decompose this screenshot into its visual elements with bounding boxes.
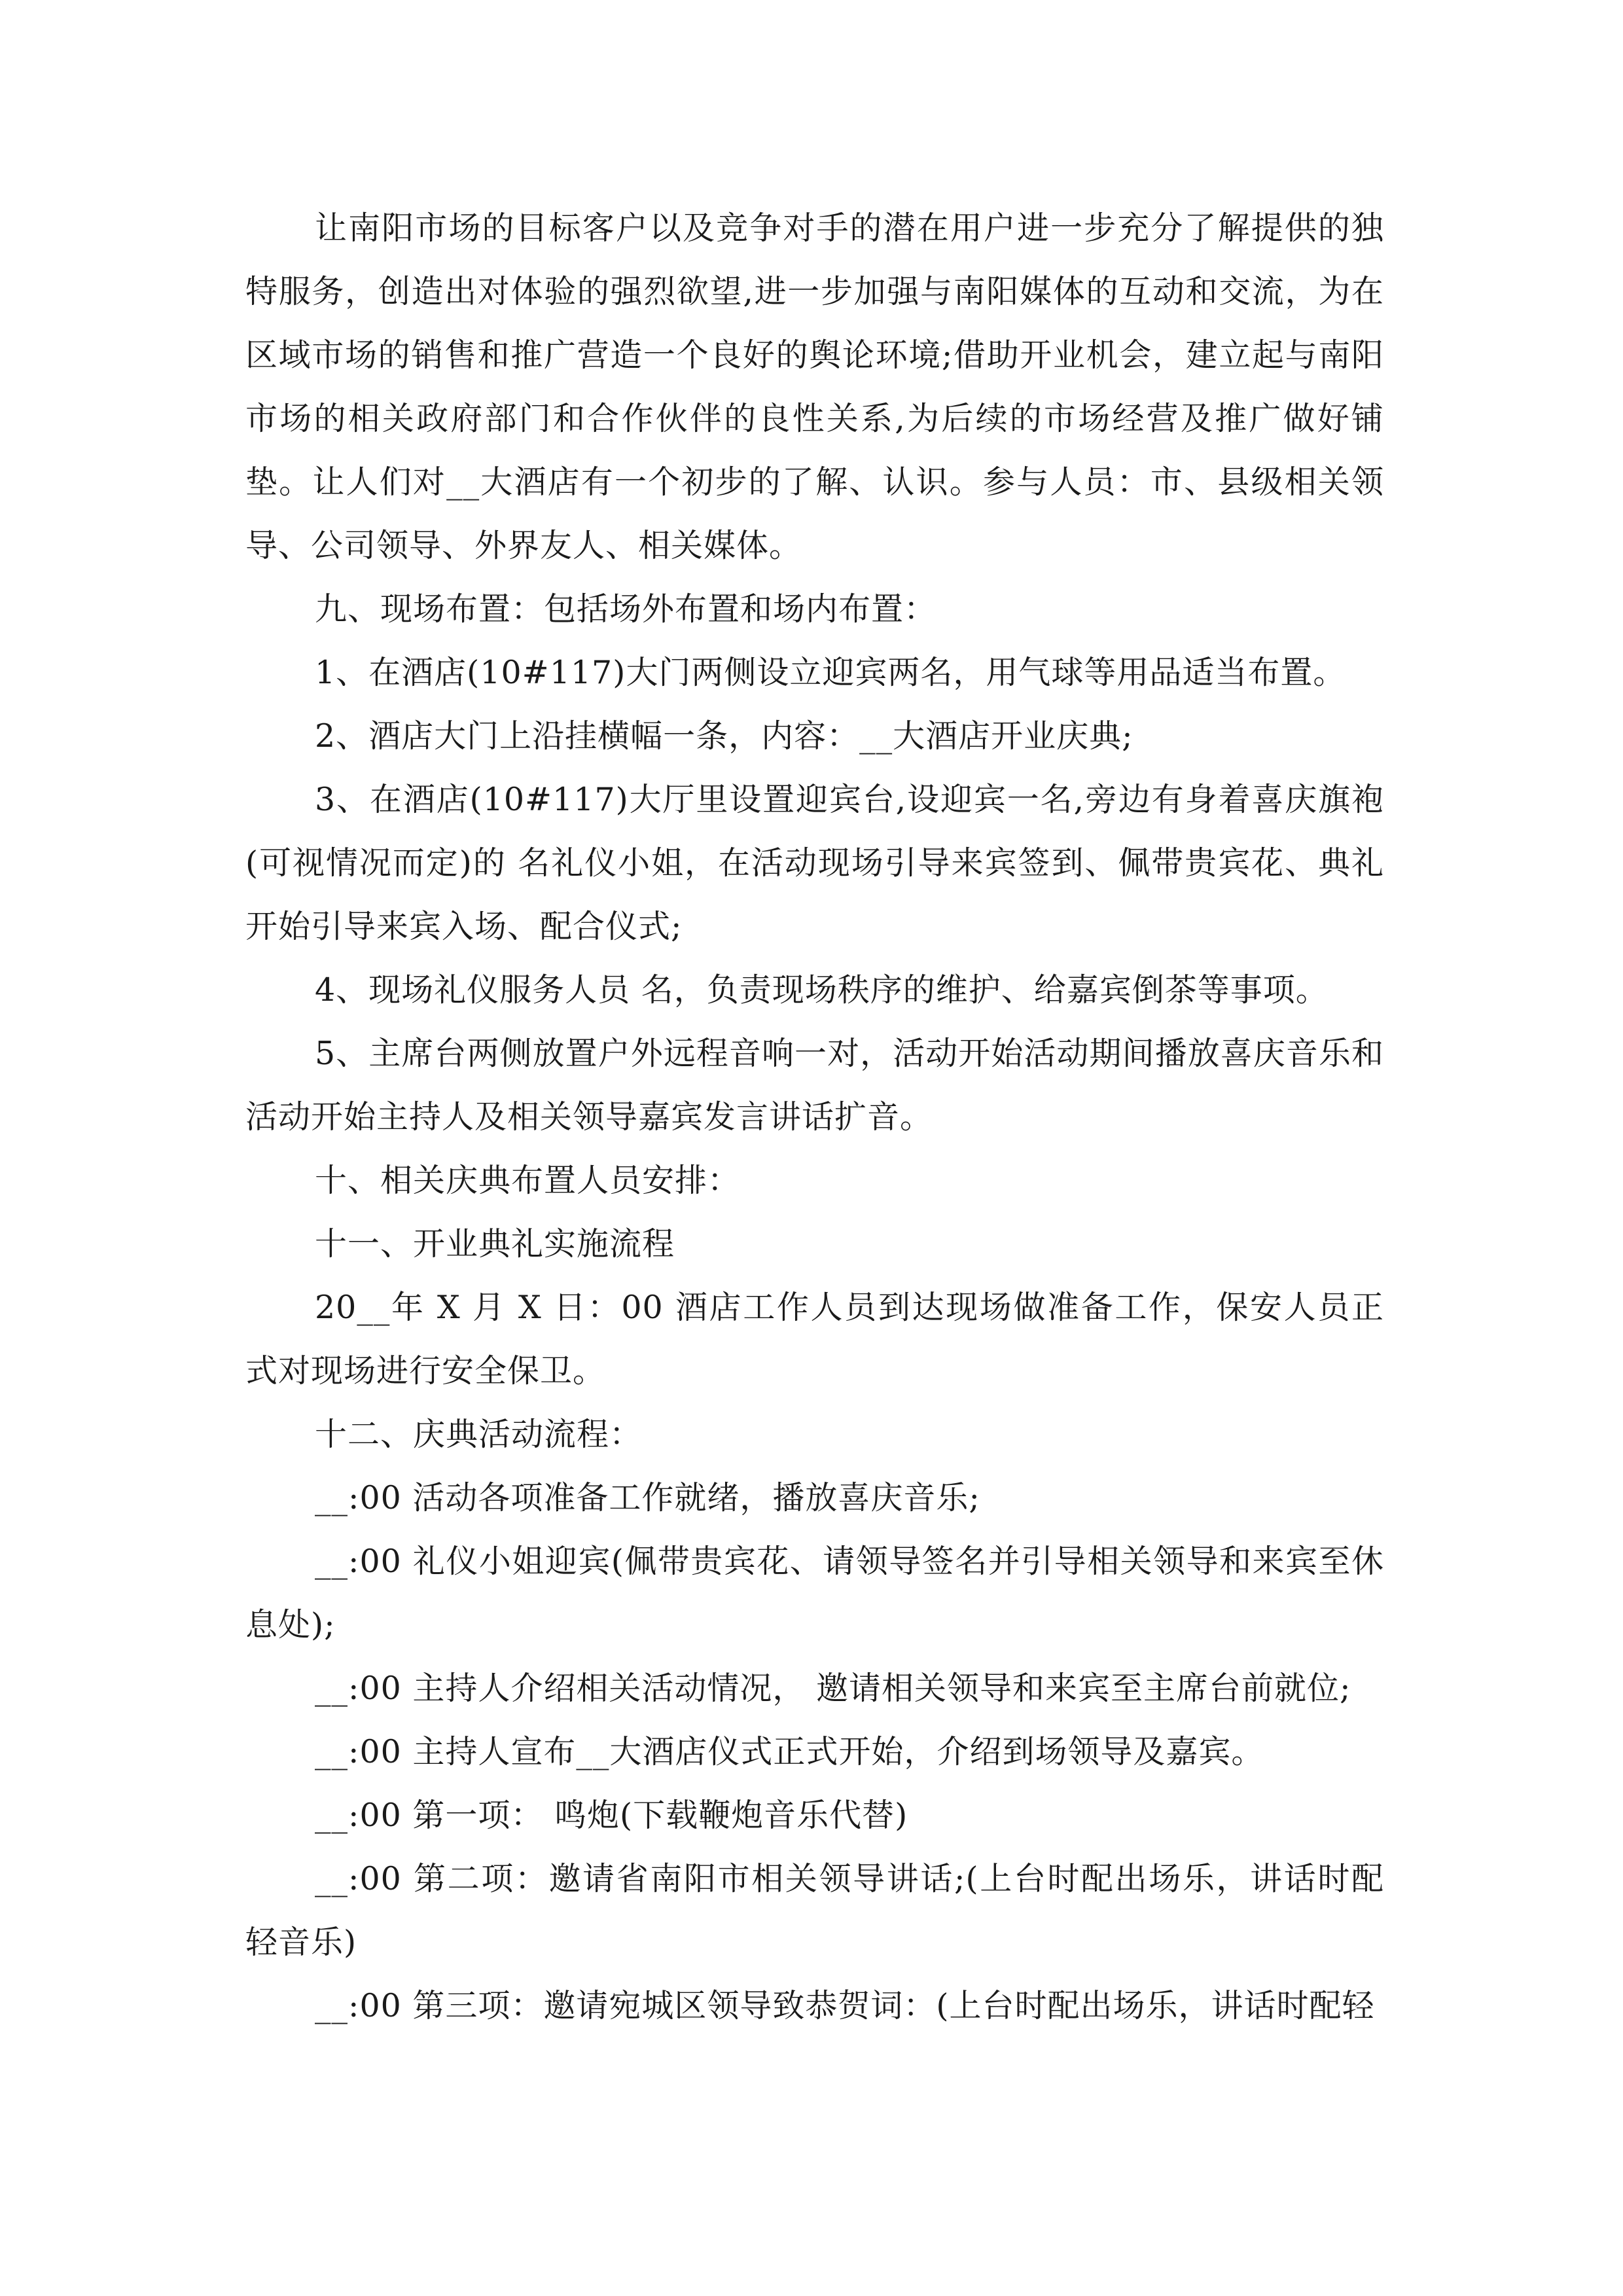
- document-body: [245, 196, 1384, 2037]
- paragraph-item-3: 3、在酒店(10#117)大厅里设置迎宾台,设迎宾一名,旁边有身着喜庆旗袍(可视情况而定)的 名礼仪小姐，在活动现场引导来宾签到、佩带贵宾花、典礼开始引导来宾入场、配合仪式;: [245, 781, 1384, 945]
- schedule-item-5: __:00 第一项： 鸣炮(下载鞭炮音乐代替): [315, 1797, 908, 1834]
- paragraph-item-2: 2、酒店大门上沿挂横幅一条，内容：__大酒店开业庆典;: [315, 717, 1133, 755]
- schedule-item-3: __:00 主持人介绍相关活动情况， 邀请相关领导和来宾至主席台前就位;: [315, 1670, 1351, 1707]
- heading-section-12: 十二、庆典活动流程：: [315, 1416, 643, 1453]
- schedule-item-1: __:00 活动各项准备工作就绪，播放喜庆音乐;: [315, 1479, 980, 1516]
- schedule-item-6: __:00 第二项：邀请省南阳市相关领导讲话;(上台时配出场乐，讲话时配轻音乐): [245, 1860, 1384, 1961]
- paragraph-item-5: 5、主席台两侧放置户外远程音响一对，活动开始活动期间播放喜庆音乐和活动开始主持人及相关领导嘉宾发言讲话扩音。: [245, 1035, 1384, 1136]
- heading-section-9: 九、现场布置：包括场外布置和场内布置：: [315, 590, 937, 628]
- heading-section-10: 十、相关庆典布置人员安排：: [315, 1162, 741, 1199]
- schedule-item-4: __:00 主持人宣布__大酒店仪式正式开始，介绍到场领导及嘉宾。: [315, 1733, 1264, 1770]
- schedule-item-2: __:00 礼仪小姐迎宾(佩带贵宾花、请领导签名并引导相关领导和来宾至休息处);: [245, 1543, 1384, 1643]
- paragraph-item-4: 4、现场礼仪服务人员 名，负责现场秩序的维护、给嘉宾倒茶等事项。: [315, 971, 1329, 1009]
- paragraph-purpose: 让南阳市场的目标客户以及竞争对手的潜在用户进一步充分了解提供的独特服务，创造出对体验的强烈欲望,进一步加强与南阳媒体的互动和交流，为在区域市场的销售和推广营造一个良好的舆论环境;借助开业机会，建立起与南阳市场的相关政府部门和合作伙伴的良性关系,为后续的市场经营及推广做好铺垫。让人们对__大酒店有一个初步的了解、认识。参与人员：市、县级相关领导、公司领导、外界友人、相关媒体。: [245, 209, 1384, 564]
- schedule-item-7: __:00 第三项：邀请宛城区领导致恭贺词：(上台时配出场乐，讲话时配轻: [315, 1987, 1375, 2024]
- paragraph-item-1: 1、在酒店(10#117)大门两侧设立迎宾两名，用气球等用品适当布置。: [315, 654, 1346, 691]
- paragraph-schedule-start: 20__年 X 月 X 日：00 酒店工作人员到达现场做准备工作，保安人员正式对现场进行安全保卫。: [245, 1289, 1384, 1390]
- heading-section-11: 十一、开业典礼实施流程: [315, 1225, 675, 1263]
